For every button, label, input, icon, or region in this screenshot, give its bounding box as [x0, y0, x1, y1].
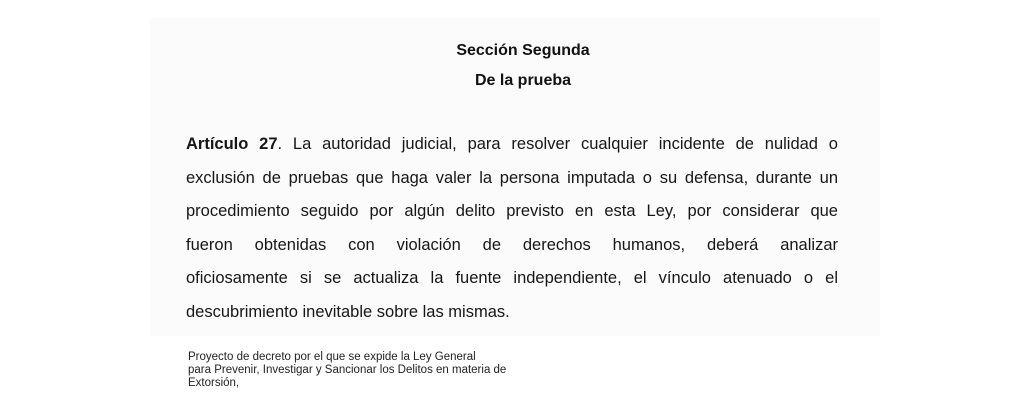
section-subtitle: De la prueba	[474, 72, 572, 89]
article-line: exclusión de pruebas que haga valer la persona imputada o su defensa, durante un	[186, 168, 838, 187]
article-line	[186, 128, 838, 162]
section-heading-block	[0, 36, 1024, 96]
article-line: fueron obtenidas con violación de derechos humanos, deberá analizar	[186, 235, 838, 254]
article-line-text: . La autoridad judicial, para resolver cualquier incidente de nulidad o	[277, 135, 838, 153]
article-line: procedimiento seguido por algún delito previsto en esta Ley, por considerar que	[186, 202, 838, 221]
article-line: descubrimiento inevitable sobre las mismas.	[186, 302, 510, 321]
caption-line: Proyecto de decreto por el que se expide la Ley General	[188, 351, 476, 363]
source-caption	[188, 351, 506, 390]
article-line: oficiosamente si se actualiza la fuente independiente, el vínculo atenuado o el	[186, 269, 838, 288]
caption-line: para Prevenir, Investigar y Sancionar los Delitos en materia de	[188, 364, 507, 376]
section-title: Sección Segunda	[456, 42, 590, 59]
article-number: Artículo 27	[186, 135, 278, 153]
article-paragraph	[186, 128, 838, 330]
caption-line: Extorsión,	[188, 377, 240, 389]
